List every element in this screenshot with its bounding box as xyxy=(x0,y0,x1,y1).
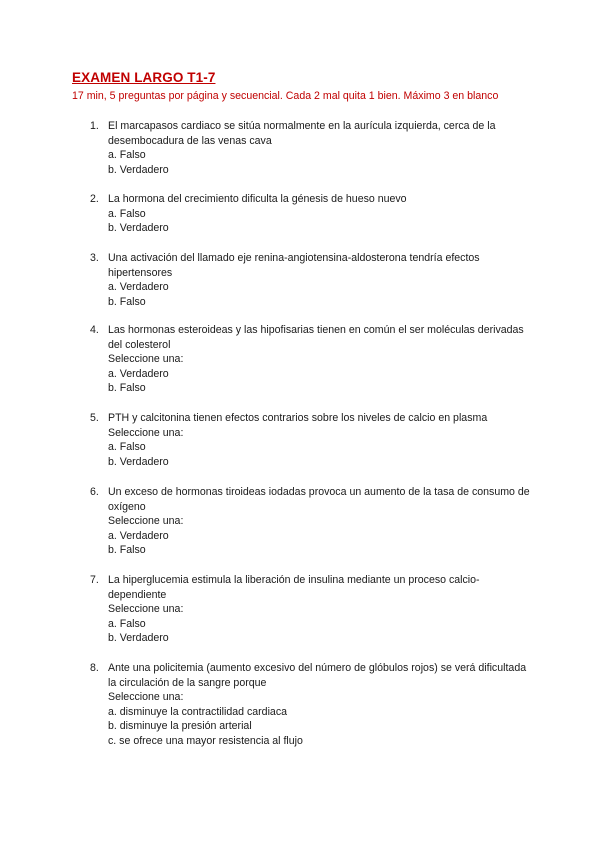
answer-option: a. disminuye la contractilidad cardiaca xyxy=(108,705,288,718)
answer-option: b. disminuye la presión arterial xyxy=(108,720,252,733)
select-one-prompt: Seleccione una: xyxy=(108,691,184,704)
select-one-prompt: Seleccione una: xyxy=(108,515,184,528)
question-number: 2. xyxy=(90,193,99,205)
question-text: La hiperglucemia estimula la liberación de insulina mediante un proceso calcio-dependiente xyxy=(108,574,480,601)
question-number: 3. xyxy=(90,252,99,264)
answer-option: a. Falso xyxy=(108,149,146,162)
question-text: Ante una policitemia (aumento excesivo del número de glóbulos rojos) se verá dificultada la circulación de la sangre porque xyxy=(108,662,527,689)
select-one-prompt: Seleccione una: xyxy=(108,353,184,366)
answer-option: a. Verdadero xyxy=(108,529,169,542)
question-text: El marcapasos cardiaco se sitúa normalmente en la aurícula izquierda, cerca de la desembocadura de las venas cava xyxy=(108,120,496,147)
answer-option: a. Verdadero xyxy=(108,367,169,380)
answer-option: a. Falso xyxy=(108,617,146,630)
answer-option: b. Falso xyxy=(108,544,146,557)
question-item xyxy=(90,485,530,558)
answer-option: c. se ofrece una mayor resistencia al flujo xyxy=(108,734,303,747)
question-item xyxy=(90,251,530,309)
question-number: 8. xyxy=(90,662,99,674)
answer-option: b. Falso xyxy=(108,295,146,308)
question-item xyxy=(90,573,530,646)
question-item xyxy=(90,192,530,236)
exam-instructions: 17 min, 5 preguntas por página y secuencial. Cada 2 mal quita 1 bien. Máximo 3 en blanco xyxy=(72,90,499,102)
question-text: Una activación del llamado eje renina-angiotensina-aldosterona tendría efectos hipertensores xyxy=(108,252,480,279)
question-item xyxy=(90,323,530,396)
question-number: 7. xyxy=(90,574,99,586)
question-number: 5. xyxy=(90,412,99,424)
question-item xyxy=(90,661,530,749)
select-one-prompt: Seleccione una: xyxy=(108,603,184,616)
answer-option: a. Falso xyxy=(108,207,146,220)
question-text: La hormona del crecimiento dificulta la génesis de hueso nuevo xyxy=(108,193,407,205)
exam-title: EXAMEN LARGO T1-7 xyxy=(72,70,216,85)
answer-option: b. Verdadero xyxy=(108,455,169,468)
question-text: Las hormonas esteroideas y las hipofisarias tienen en común el ser moléculas derivadas del colesterol xyxy=(108,324,524,351)
select-one-prompt: Seleccione una: xyxy=(108,426,184,439)
answer-option: b. Verdadero xyxy=(108,163,169,176)
question-item xyxy=(90,411,530,469)
question-text: Un exceso de hormonas tiroideas iodadas provoca un aumento de la tasa de consumo de oxígeno xyxy=(108,486,530,513)
answer-option: a. Verdadero xyxy=(108,281,169,294)
answer-option: a. Falso xyxy=(108,441,146,454)
question-item xyxy=(90,119,530,177)
answer-option: b. Verdadero xyxy=(108,632,169,645)
question-text: PTH y calcitonina tienen efectos contrarios sobre los niveles de calcio en plasma xyxy=(108,412,488,424)
question-number: 6. xyxy=(90,486,99,498)
answer-option: b. Falso xyxy=(108,382,146,395)
answer-option: b. Verdadero xyxy=(108,222,169,235)
question-number: 1. xyxy=(90,120,99,132)
question-number: 4. xyxy=(90,324,99,336)
